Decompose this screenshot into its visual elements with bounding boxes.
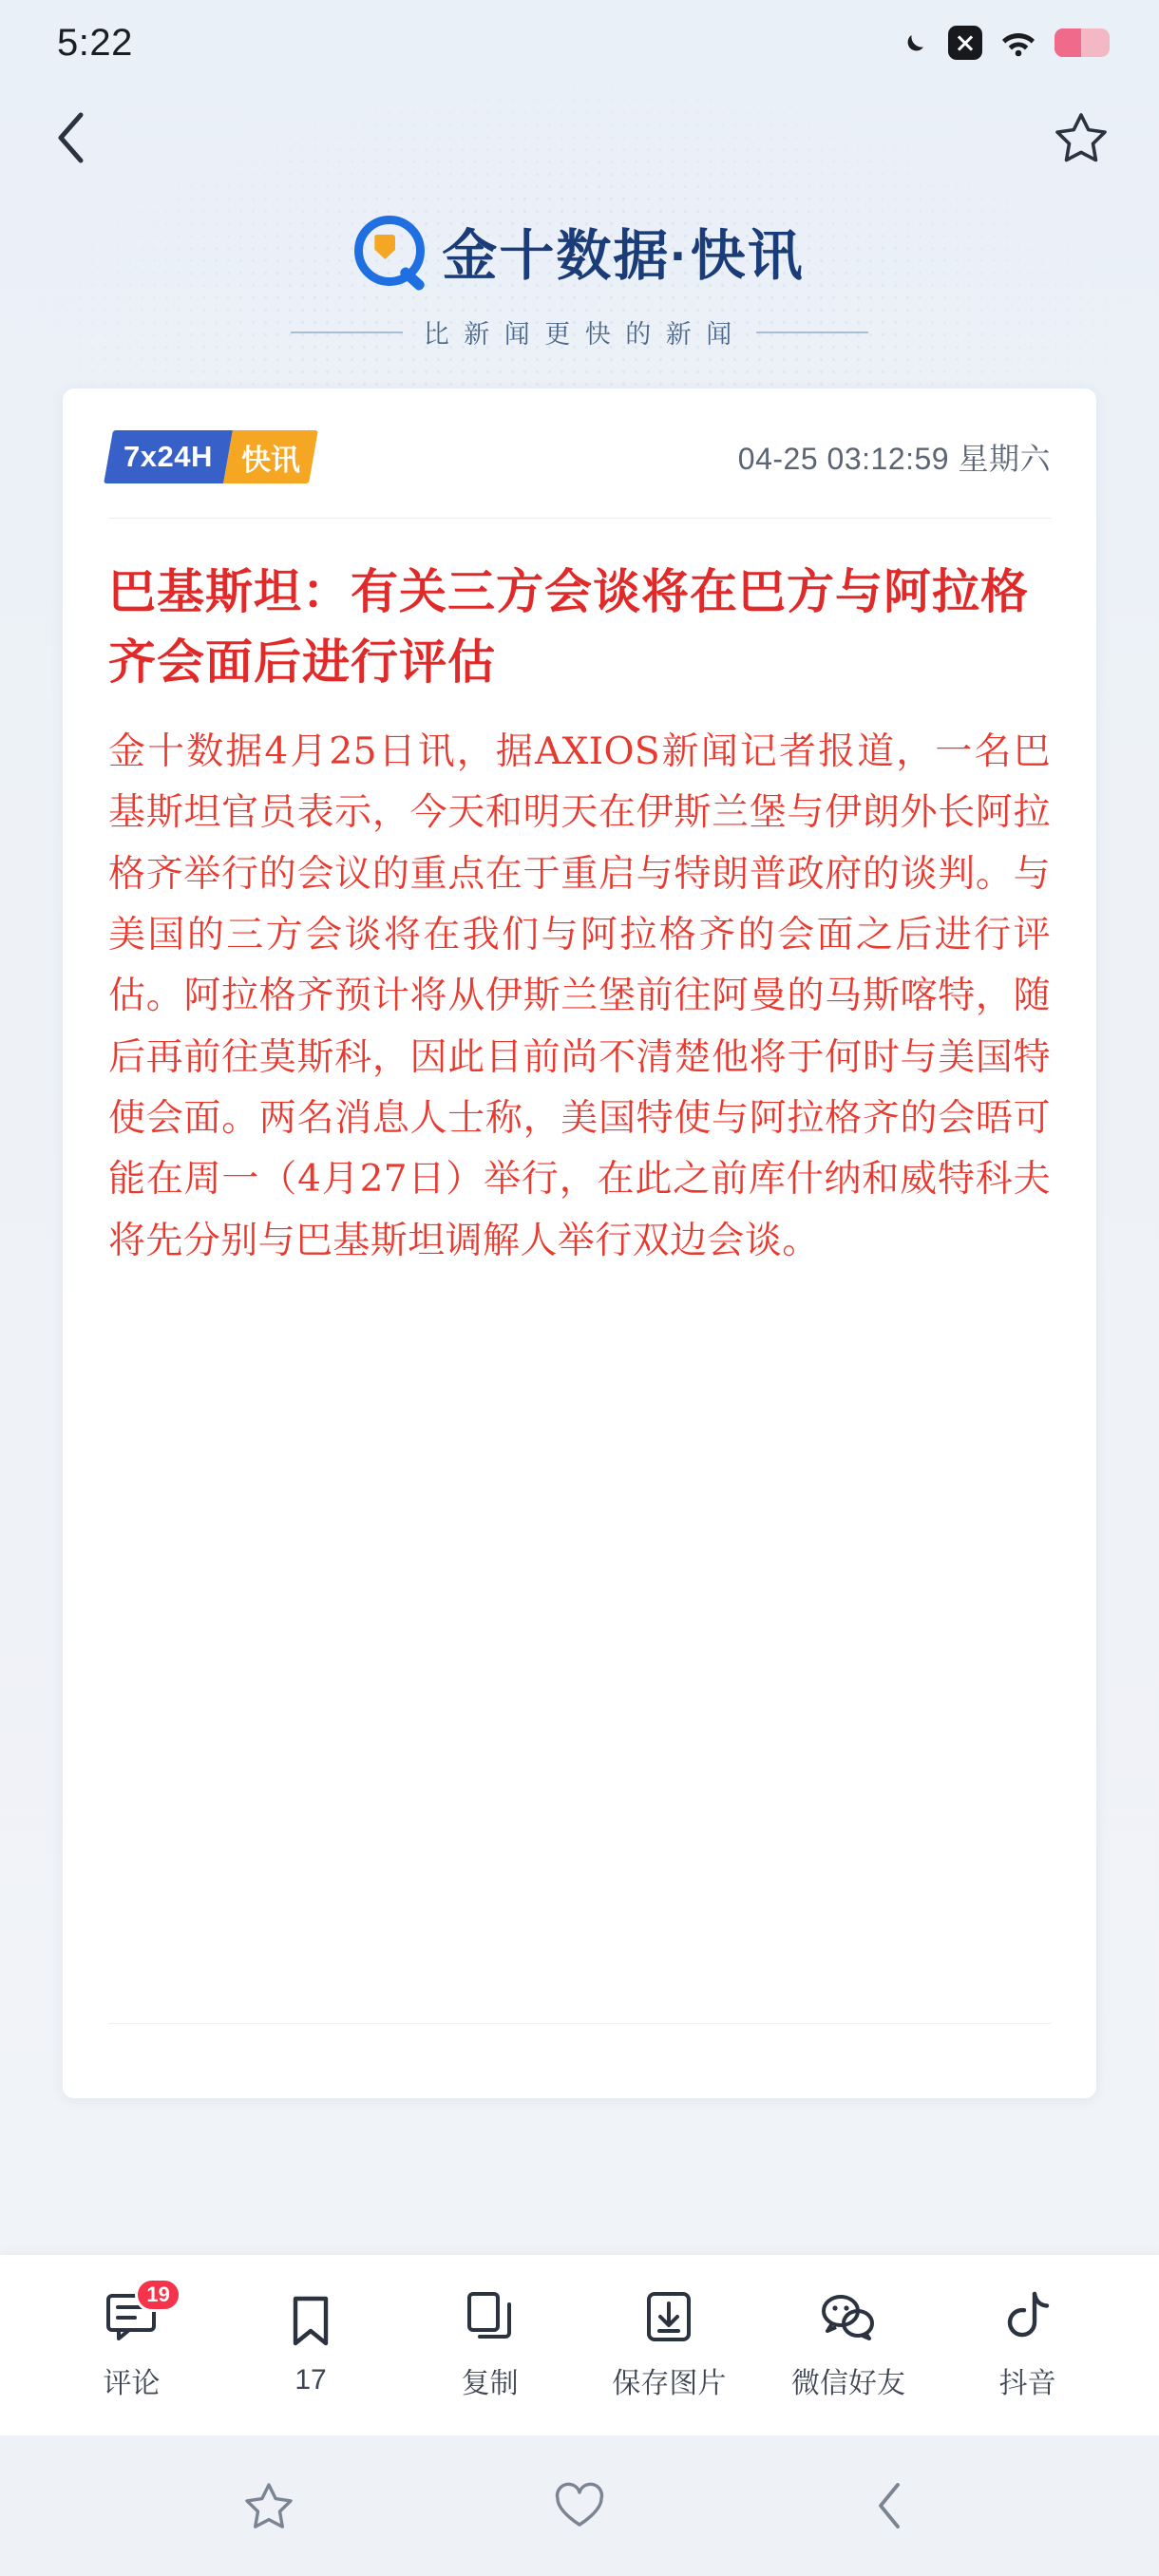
jinshi-logo-icon: [354, 216, 425, 286]
copy-icon: [463, 2289, 518, 2344]
news-headline: 巴基斯坦：有关三方会谈将在巴方与阿拉格齐会面后进行评估: [108, 563, 1029, 690]
news-card: [63, 388, 1096, 2098]
action-label: 微信好友: [791, 2368, 906, 2399]
wechat-icon: [821, 2289, 876, 2344]
brand-header: [0, 190, 1159, 350]
news-body: 金十数据4月25日讯，据AXIOS新闻记者报道，一名巴基斯坦官员表示，今天和明天在伊斯兰堡与伊朗外长阿拉格齐举行的会议的重点在于重启与特朗普政府的谈判。与美国的三方会谈将在我们与阿拉格齐的会面之后进行评估。阿拉格齐预计将从伊斯兰堡前往阿曼的马斯喀特，随后再前往莫斯科，因此目前尚不清楚他将于何时与美国特使会面。两名消息人士称，美国特使与阿拉格齐的会晤可能在周一（4月27日）举行，在此之前库什纳和威特科夫将先分别与巴基斯坦调解人举行双边会谈。: [108, 730, 1051, 1262]
news-type-tag: [104, 430, 318, 483]
app-nav-bar: [0, 85, 1159, 190]
action-save-image[interactable]: [580, 2289, 759, 2401]
divider-right: [756, 331, 868, 333]
bookmark-icon: [283, 2294, 338, 2349]
star-nav-icon[interactable]: [236, 2472, 302, 2539]
news-timestamp: 04-25 03:12:59 星期六: [737, 442, 1051, 476]
header-divider: [108, 518, 1051, 519]
status-bar: [0, 0, 1159, 85]
card-bottom-divider: [108, 2023, 1051, 2024]
heart-nav-icon[interactable]: [546, 2472, 613, 2539]
action-wechat-friend[interactable]: [759, 2289, 939, 2401]
tag-right-label: 快讯: [240, 443, 300, 477]
divider-left: [291, 331, 403, 333]
status-icons: [901, 26, 1110, 60]
action-label: 评论: [103, 2368, 161, 2399]
tag-left-label: 7x24H: [124, 440, 213, 473]
back-button[interactable]: [46, 113, 95, 162]
brand-subtitle: 比 新 闻 更 快 的 新 闻: [423, 320, 736, 349]
comment-badge: 19: [135, 2278, 180, 2312]
download-image-icon: [641, 2289, 696, 2344]
action-label: 17: [294, 2364, 327, 2396]
wifi-icon: [999, 28, 1037, 58]
status-time: 5:22: [57, 21, 133, 64]
action-label: 抖音: [998, 2368, 1056, 2399]
action-label: 保存图片: [612, 2368, 727, 2399]
favorite-button[interactable]: [1053, 110, 1110, 165]
action-douyin[interactable]: [938, 2289, 1117, 2401]
system-nav-bar: [0, 2435, 1159, 2576]
x-badge-icon: [948, 26, 982, 60]
battery-icon: [1054, 28, 1110, 57]
action-copy[interactable]: [400, 2289, 580, 2401]
action-bookmark[interactable]: [221, 2294, 401, 2396]
back-nav-icon[interactable]: [857, 2472, 923, 2539]
card-header: [108, 430, 1051, 518]
brand-subtitle-row: [0, 313, 1159, 350]
action-comment[interactable]: [42, 2282, 221, 2401]
moon-icon: [901, 28, 931, 58]
brand-title: 金十数据·快讯: [442, 225, 805, 287]
douyin-icon: [1000, 2289, 1055, 2344]
action-bar: [0, 2255, 1159, 2435]
action-label: 复制: [461, 2368, 519, 2399]
